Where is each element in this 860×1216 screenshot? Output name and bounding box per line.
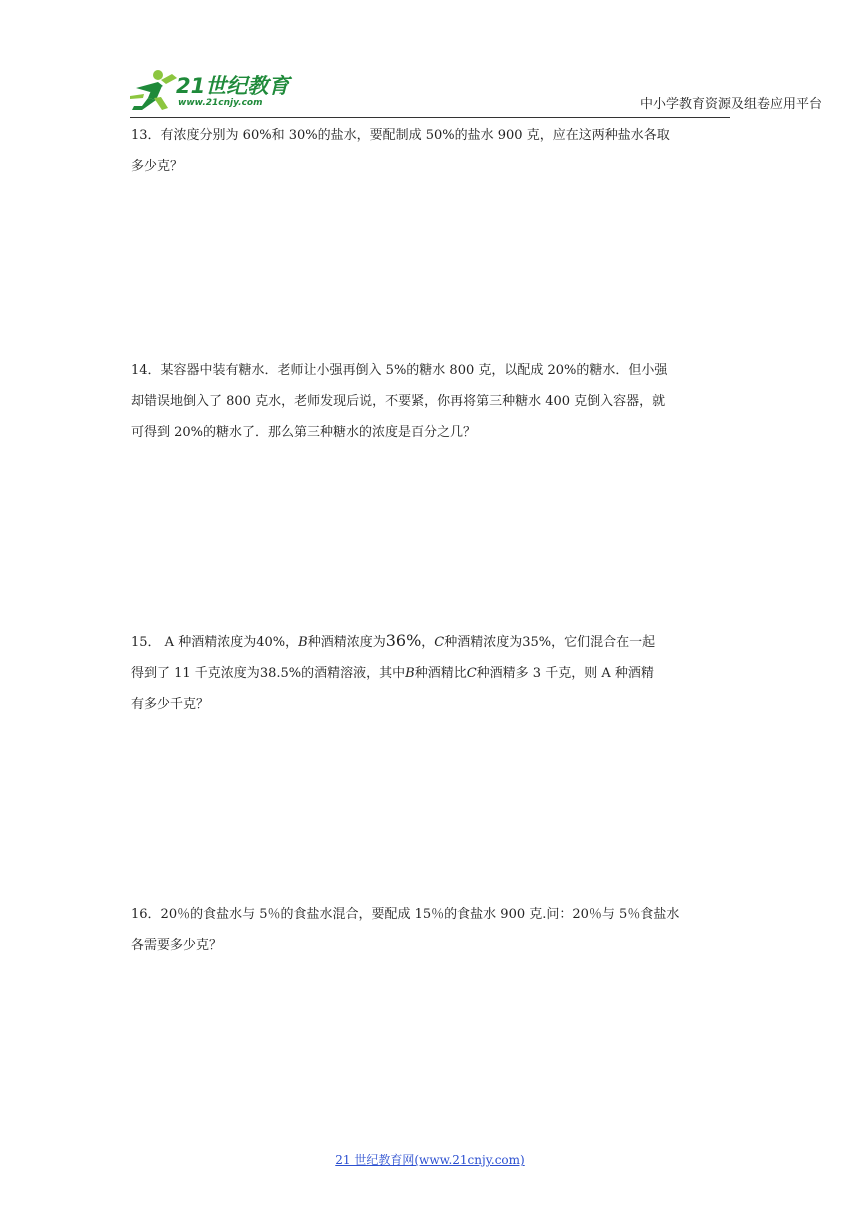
question-line: 有多少千克？ <box>131 697 210 712</box>
math-value: 35% <box>522 635 552 650</box>
math-variable: B <box>405 666 415 681</box>
text-run: ， <box>421 635 435 650</box>
text-run: ， <box>285 635 299 650</box>
text-run: 种酒精比 <box>414 666 467 681</box>
platform-name: 中小学教育资源及组卷应用平台 <box>639 97 822 112</box>
math-value: 38.5% <box>259 666 302 681</box>
question-line: 14．某容器中装有糖水．老师让小强再倒入 5%的糖水 800 克，以配成 20%的糖水．但小强 <box>131 363 668 378</box>
text-run: ，它们混合在一起 <box>551 635 656 650</box>
math-value: 40% <box>256 635 286 650</box>
text-run: 的酒精溶液，其中 <box>301 666 406 681</box>
text-run: 15． A 种酒精浓度为 <box>131 635 257 650</box>
question-15 <box>131 625 731 720</box>
header-divider <box>130 117 730 118</box>
text-run: 种酒精浓度为 <box>444 635 523 650</box>
text-run: 得到了 11 千克浓度为 <box>131 666 260 681</box>
question-line: 多少克？ <box>131 159 184 174</box>
question-line: 各需要多少克？ <box>131 938 223 953</box>
math-variable: B <box>298 635 308 650</box>
question-line: 16．20％的食盐水与 5％的食盐水混合，要配成 15％的食盐水 900 克.问：20％与 5％食盐水 <box>131 907 680 922</box>
question-16 <box>131 899 731 961</box>
question-line: 13．有浓度分别为 60%和 30%的盐水，要配制成 50%的盐水 900 克，应在这两种盐水各取 <box>131 128 670 143</box>
page-header <box>0 0 860 120</box>
question-line <box>131 625 731 658</box>
running-figure-icon <box>128 68 180 114</box>
math-value: 36% <box>385 631 422 650</box>
math-variable: C <box>466 666 477 681</box>
math-variable: C <box>434 635 445 650</box>
footer-link[interactable]: 21 世纪教育网(www.21cnjy.com) <box>335 1153 525 1167</box>
question-13 <box>131 120 731 182</box>
question-14 <box>131 355 731 448</box>
text-run: 种酒精浓度为 <box>307 635 386 650</box>
question-line: 却错误地倒入了 800 克水，老师发现后说，不要紧，你再将第三种糖水 400 克倒入容器，就 <box>131 394 666 409</box>
site-logo[interactable] <box>128 68 298 114</box>
logo-brand-text: 21世纪教育 <box>176 74 290 98</box>
text-run: 种酒精多 3 千克，则 A 种酒精 <box>476 666 654 681</box>
question-line: 可得到 20%的糖水了．那么第三种糖水的浓度是百分之几？ <box>131 425 477 440</box>
logo-url-text: www.21cnjy.com <box>178 98 263 108</box>
question-line <box>131 658 731 689</box>
